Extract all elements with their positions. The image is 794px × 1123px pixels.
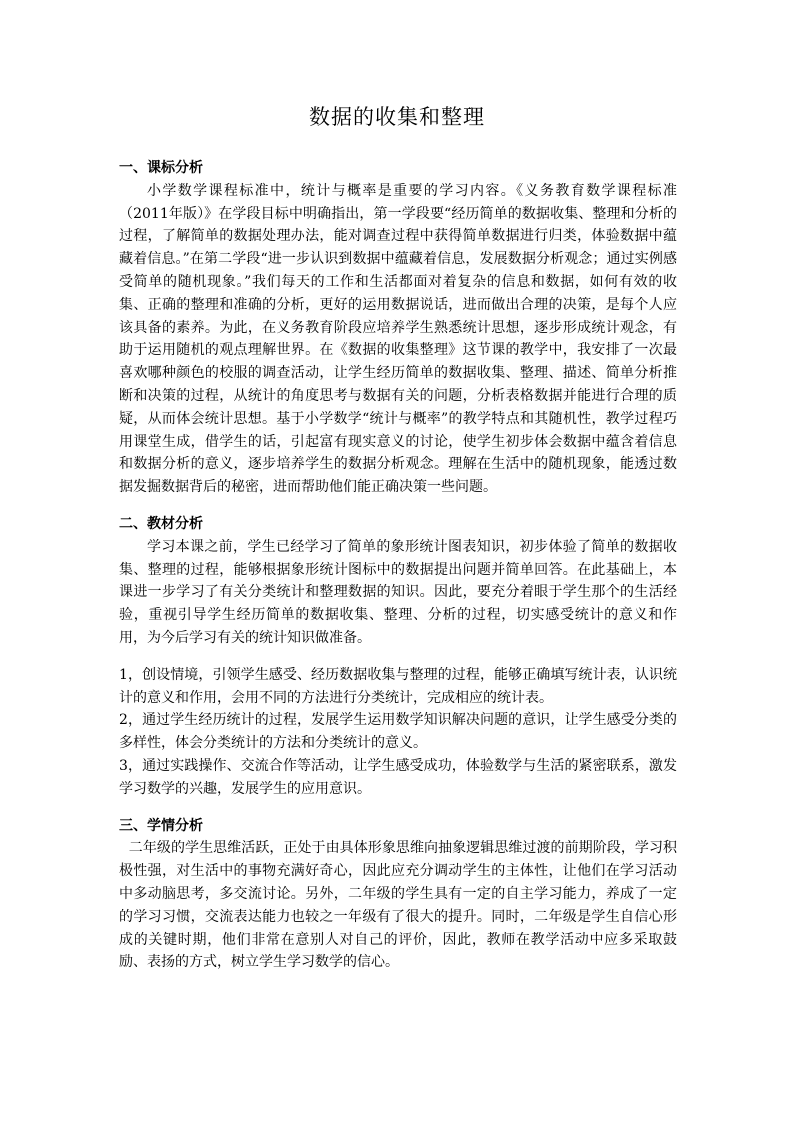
section-spacer — [119, 499, 677, 513]
textbook-analysis-paragraph: 学习本课之前，学生已经学习了简单的象形统计图表知识，初步体验了简单的数据收集、整理的过程，能够根据象形统计图标中的数据提出问题并简单回答。在此基础上，本课进一步学习了有关分类统计和整理数据的知识。因此，要充分着眼于学生那个的生活经验，重视引导学生经历简单的数据收集、整理、分析的过程，切实感受统计的意义和作用，为今后学习有关的统计知识做准备。 — [119, 538, 677, 646]
teaching-goal-2: 2，通过学生经历统计的过程，发展学生运用数学知识解决问题的意识，让学生感受分类的多样性，体会分类统计的方法和分类统计的意义。 — [119, 712, 677, 752]
teaching-goal-3: 3，通过实践操作、交流合作等活动，让学生感受成功，体验数学与生活的紧密联系，激发学习数学的兴趣，发展学生的应用意识。 — [119, 757, 677, 797]
learner-analysis-paragraph: 二年级的学生思维活跃，正处于由具体形象思维向抽象逻辑思维过渡的前期阶段，学习积极性强，对生活中的事物充满好奇心，因此应充分调动学生的主体性，让他们在学习活动中多动脑思考，多交流讨论。另外，二年级的学生具有一定的自主学习能力，养成了一定的学习习惯，交流表达能力也较之一年级有了很大的提升。同时，二年级是学生自信心形成的关键时期，他们非常在意别人对自己的评价，因此，教师在教学活动中应多采取鼓励、表扬的方式，树立学生学习数学的信心。 — [119, 840, 677, 971]
section-heading-curriculum: 一、课标分析 — [119, 160, 203, 176]
document-title: 数据的收集和整理 — [309, 105, 485, 129]
teaching-goal-1: 1，创设情境，引领学生感受、经历数据收集与整理的过程，能够正确填写统计表，认识统计的意义和作用，会用不同的方法进行分类统计，完成相应的统计表。 — [119, 666, 677, 706]
section-spacer — [119, 801, 677, 815]
document-body — [119, 157, 677, 974]
section-spacer — [119, 650, 677, 664]
curriculum-analysis-paragraph: 小学数学课程标准中，统计与概率是重要的学习内容。《义务教育数学课程标准（2011年版）》在学段目标中明确指出，第一学段要“经历简单的数据收集、整理和分析的过程，了解简单的数据处理办法，能对调查过程中获得简单数据进行归类，体验数据中蕴藏着信息。”在第二学段“进一步认识到数据中蕴藏着信息，发展数据分析观念；通过实例感受简单的随机现象。”我们每天的工作和生活都面对着复杂的信息和数据，如何有效的收集、正确的整理和准确的分析，更好的运用数据说话，进而做出合理的决策，是每个人应该具备的素养。为此，在义务教育阶段应培养学生熟悉统计思想，逐步形成统计观念，有助于运用随机的观点理解世界。在《数据的收集整理》这节课的教学中，我安排了一次最喜欢哪种颜色的校服的调查活动，让学生经历简单的数据收集、整理、描述、简单分析推断和决策的过程，从统计的角度思考与数据有关的问题，分析表格数据并能进行合理的质疑，从而体会统计思想。基于小学数学“统计与概率”的教学特点和其随机性，教学过程巧用课堂生成，借学生的话，引起富有现实意义的讨论，使学生初步体会数据中蕴含着信息和数据分析的意义，逐步培养学生的数据分析观念。理解在生活中的随机现象，能透过数据发掘数据背后的秘密，进而帮助他们能正确决策一些问题。 — [119, 182, 677, 496]
section-heading-textbook: 二、教材分析 — [119, 515, 203, 532]
section-heading-learner: 三、学情分析 — [119, 817, 203, 834]
